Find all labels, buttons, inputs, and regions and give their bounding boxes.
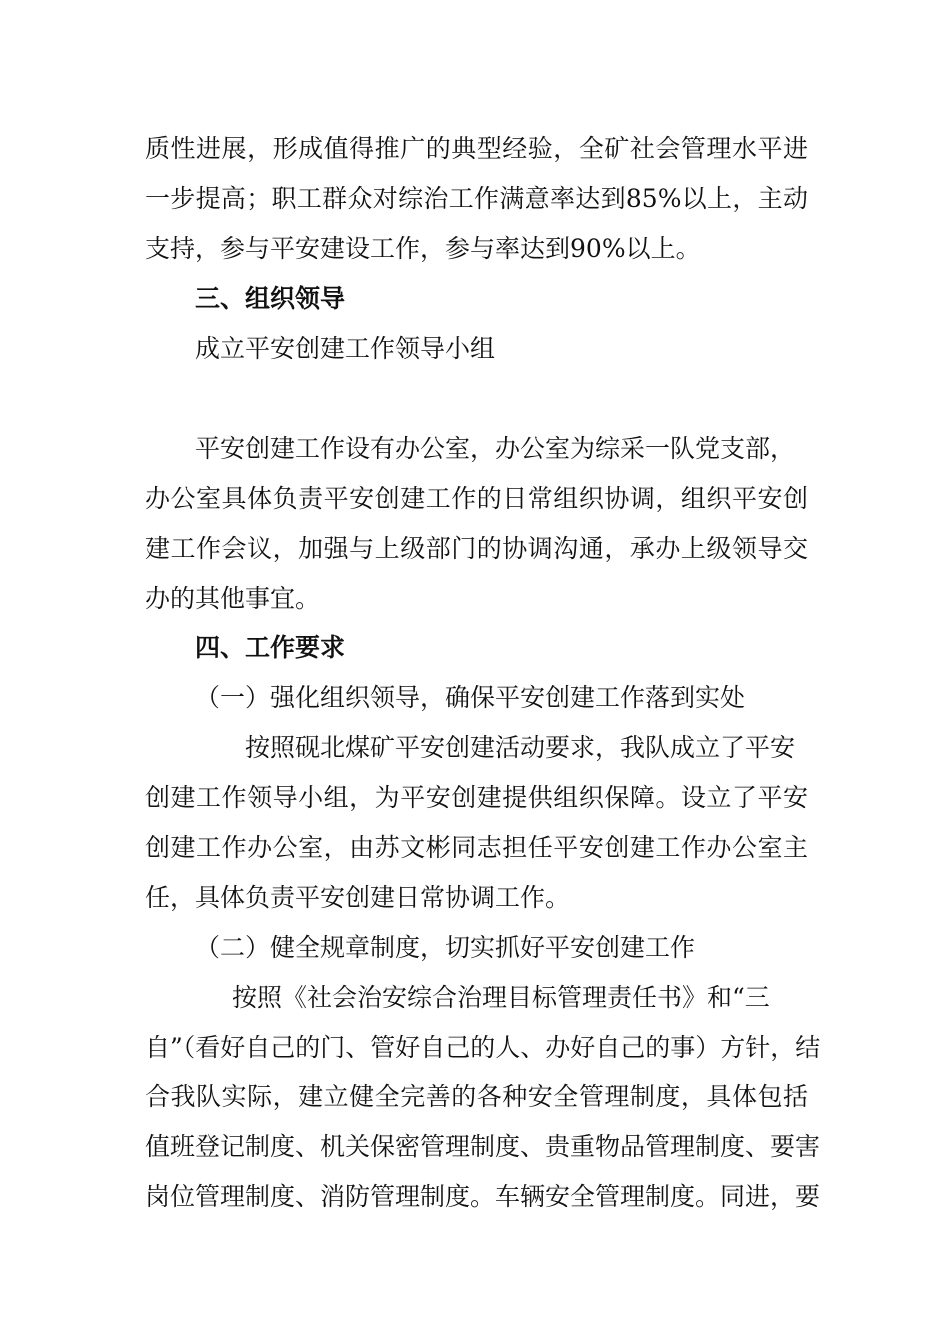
paragraph-line: 成立平安创建工作领导小组 (195, 334, 496, 363)
paragraph-line: 按照《社会治安综合治理目标管理责任书》和“三 (232, 983, 770, 1012)
paragraph-line: 一步提高；职工群众对综治工作满意率达到85%以上，主动 (145, 184, 808, 213)
subsection-heading: （一）强化组织领导，确保平安创建工作落到实处 (195, 683, 746, 712)
paragraph-line: 质性进展，形成值得推广的典型经验，全矿社会管理水平进 (145, 134, 808, 163)
section-heading: 四、工作要求 (195, 633, 346, 662)
paragraph-line: 创建工作领导小组，为平安创建提供组织保障。设立了平安 (145, 783, 808, 812)
paragraph-line: 合我队实际，建立健全完善的各种安全管理制度，具体包括 (145, 1082, 808, 1111)
paragraph-line: 值班登记制度、机关保密管理制度、贵重物品管理制度、要害 (145, 1132, 821, 1161)
paragraph-line: 支持，参与平安建设工作，参与率达到90%以上。 (145, 234, 701, 263)
paragraph-line: 平安创建工作设有办公室，办公室为综采一队党支部， (195, 434, 796, 463)
paragraph-line: 办的其他事宜。 (145, 584, 321, 613)
subsection-heading: （二）健全规章制度，切实抓好平安创建工作 (195, 933, 696, 962)
paragraph-line: 岗位管理制度、消防管理制度。车辆安全管理制度。同进，要 (145, 1182, 821, 1211)
paragraph-line: 创建工作办公室，由苏文彬同志担任平安创建工作办公室主 (145, 833, 808, 862)
paragraph-line: 任，具体负责平安创建日常协调工作。 (145, 883, 571, 912)
paragraph-line: 按照砚北煤矿平安创建活动要求，我队成立了平安 (245, 733, 796, 762)
paragraph-line: 自”（看好自己的门、管好自己的人、办好自己的事）方针，结 (145, 1033, 821, 1062)
section-heading: 三、组织领导 (195, 284, 346, 313)
paragraph-line: 办公室具体负责平安创建工作的日常组织协调，组织平安创 (145, 484, 808, 513)
paragraph-line: 建工作会议，加强与上级部门的协调沟通，承办上级领导交 (145, 534, 808, 563)
